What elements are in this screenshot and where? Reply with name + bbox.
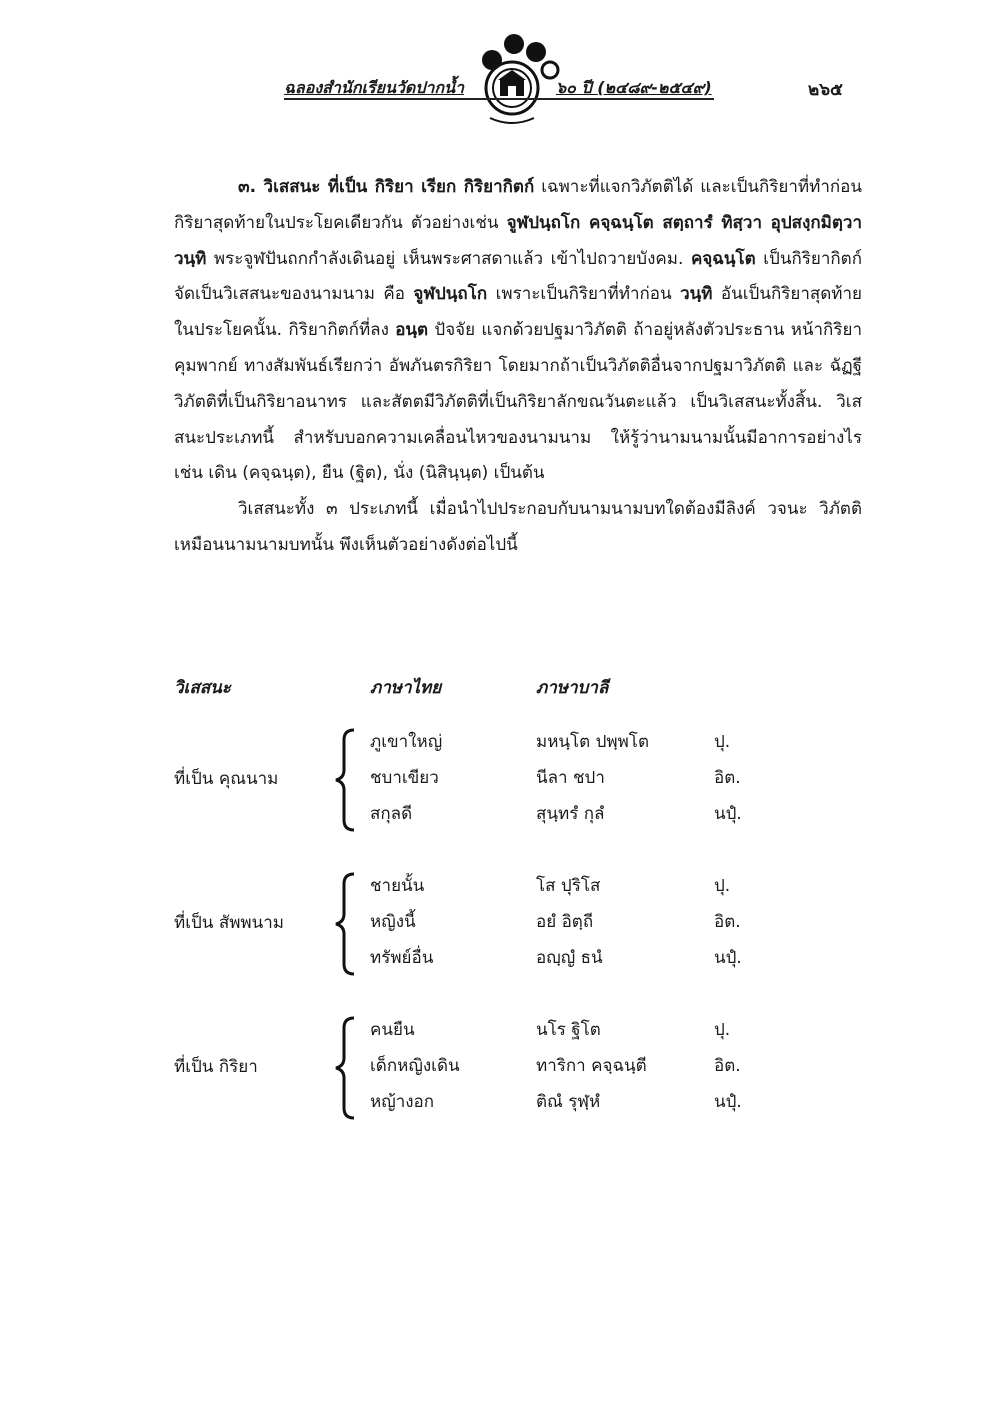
group-label: ที่เป็น คุณนาม xyxy=(174,769,279,789)
text-run: เพราะเป็นกิริยาที่ทำก่อน xyxy=(487,284,681,305)
cell-thai: ชายนั้น xyxy=(370,876,425,896)
cell-thai: สกุลดี xyxy=(370,804,413,824)
cell-pali: โส ปุริโส xyxy=(536,876,601,896)
header-rule xyxy=(284,98,714,100)
page-number: ๒๖๕ xyxy=(808,80,843,100)
cell-thai: เด็กหญิงเดิน xyxy=(370,1056,460,1076)
cell-pali: นีลา ชปา xyxy=(536,768,605,788)
text-run: เป็นกิริยากิตก์ จัดเป็นวิเสสนะของนามนาม คือ xyxy=(174,248,862,305)
bold-term: ๓. วิเสสนะ ที่เป็น กิริยา เรียก กิริยากิตก์ xyxy=(238,177,535,197)
cell-gender: นปุํ. xyxy=(714,948,742,968)
bold-term: จูฬปนฺถโก xyxy=(413,284,488,305)
cell-gender: นปุํ. xyxy=(714,804,742,824)
cell-pali: ติณํ รุฬฺหํ xyxy=(536,1092,601,1112)
group-label: ที่เป็น กิริยา xyxy=(174,1057,258,1077)
group-label: ที่เป็น สัพพนาม xyxy=(174,913,284,933)
example-table xyxy=(174,674,874,1134)
header-title: ฉลองสำนักเรียนวัดปากน้ำ xyxy=(284,78,464,97)
cell-gender: ปุ. xyxy=(714,732,731,752)
cell-pali: ทาริกา คจฺฉนฺตี xyxy=(536,1056,647,1076)
text-run: อันเป็นกิริยาสุดท้ายในประโยคนั้น. กิริยากิตก์ที่ลง xyxy=(174,284,862,341)
bold-term: จูฬปนฺถโก คจฺฉนฺโต สตฺถารํ ทิสฺวา อุปสงฺกมิตฺวา วนฺทิ xyxy=(174,212,862,269)
cell-thai: ภูเขาใหญ่ xyxy=(370,732,443,752)
header-years: ๖๐ ปี (๒๔๘๙-๒๕๔๙) xyxy=(556,78,712,97)
text-run: เฉพาะที่แจกวิภัตติได้ และเป็นกิริยาที่ทำก่อน กิริยาสุดท้ายในประโยคเดียวกัน ตัวอย่างเช่น xyxy=(174,177,862,233)
cell-gender: อิต. xyxy=(714,1056,741,1076)
body-text xyxy=(174,170,862,564)
cell-thai: หญิงนี้ xyxy=(370,912,416,932)
header-pali: ภาษาบาลี xyxy=(536,678,609,698)
paragraph-1 xyxy=(174,170,862,492)
cell-gender: อิต. xyxy=(714,912,741,932)
text-run: พระจูฬปันถกกำลังเดินอยู่ เห็นพระศาสดาแล้ว เข้าไปถวายบังคม. xyxy=(206,248,691,269)
cell-thai: คนยืน xyxy=(370,1020,415,1040)
text-run: ปัจจัย แจกด้วยปฐมาวิภัตติ ถ้าอยู่หลังตัวประธาน หน้ากิริยาคุมพากย์ ทางสัมพันธ์เรียกว่า อัพภันตรกิริยา โดยมากถ้าเป็นวิภัตติอื่นจากปฐมาวิภัตติ และ ฉัฏฐีวิภัตติที่เป็นกิริยาอนาทร และสัตตมีวิภัตติที่เป็นกิริยาลักขณวันตะแล้ว เป็นวิเสสนะทั้งสิ้น. วิเสสนะประเภทนี้ สำหรับบอกความเคลื่อนไหวของนามนาม ให้รู้ว่านามนามนั้นมีอาการอย่างไร เช่น เดิน (คจฺฉนฺต), ยืน (ฐิต), นั่ง (นิสินฺนฺต) เป็นต้น xyxy=(174,320,862,484)
cell-thai: ชบาเขียว xyxy=(370,768,439,788)
cell-thai: หญ้างอก xyxy=(370,1092,435,1112)
cell-pali: อยํ อิตฺถี xyxy=(536,912,594,932)
paragraph-2: วิเสสนะทั้ง ๓ ประเภทนี้ เมื่อนำไปประกอบกับนามนามบทใดต้องมีลิงค์ วจนะ วิภัตติ เหมือนนามนามบทนั้น พึงเห็นตัวอย่างดังต่อไปนี้ xyxy=(174,499,862,555)
cell-gender: นปุํ. xyxy=(714,1092,742,1112)
group-kiriya xyxy=(174,1016,874,1126)
cell-gender: อิต. xyxy=(714,768,741,788)
group-sabbanama xyxy=(174,872,874,982)
brace-icon xyxy=(334,872,358,976)
bold-term: อนฺต xyxy=(395,320,429,341)
brace-icon xyxy=(334,1016,358,1120)
bold-term: วนฺทิ xyxy=(680,284,713,305)
cell-pali: นโร ฐิโต xyxy=(536,1020,601,1040)
cell-pali: สุนฺทรํ กุลํ xyxy=(536,804,605,824)
cell-gender: ปุ. xyxy=(714,1020,731,1040)
temple-emblem-icon xyxy=(470,30,570,130)
cell-pali: อญฺญํ ธนํ xyxy=(536,948,603,968)
header-visesana: วิเสสนะ xyxy=(174,678,231,698)
cell-gender: ปุ. xyxy=(714,876,731,896)
brace-icon xyxy=(334,728,358,832)
group-gunanama xyxy=(174,728,874,838)
cell-thai: ทรัพย์อื่น xyxy=(370,948,434,968)
bold-term: คจฺฉนฺโต xyxy=(690,248,756,269)
running-header xyxy=(0,0,1000,130)
cell-pali: มหนฺโต ปพฺพโต xyxy=(536,732,649,752)
header-thai: ภาษาไทย xyxy=(370,678,442,698)
